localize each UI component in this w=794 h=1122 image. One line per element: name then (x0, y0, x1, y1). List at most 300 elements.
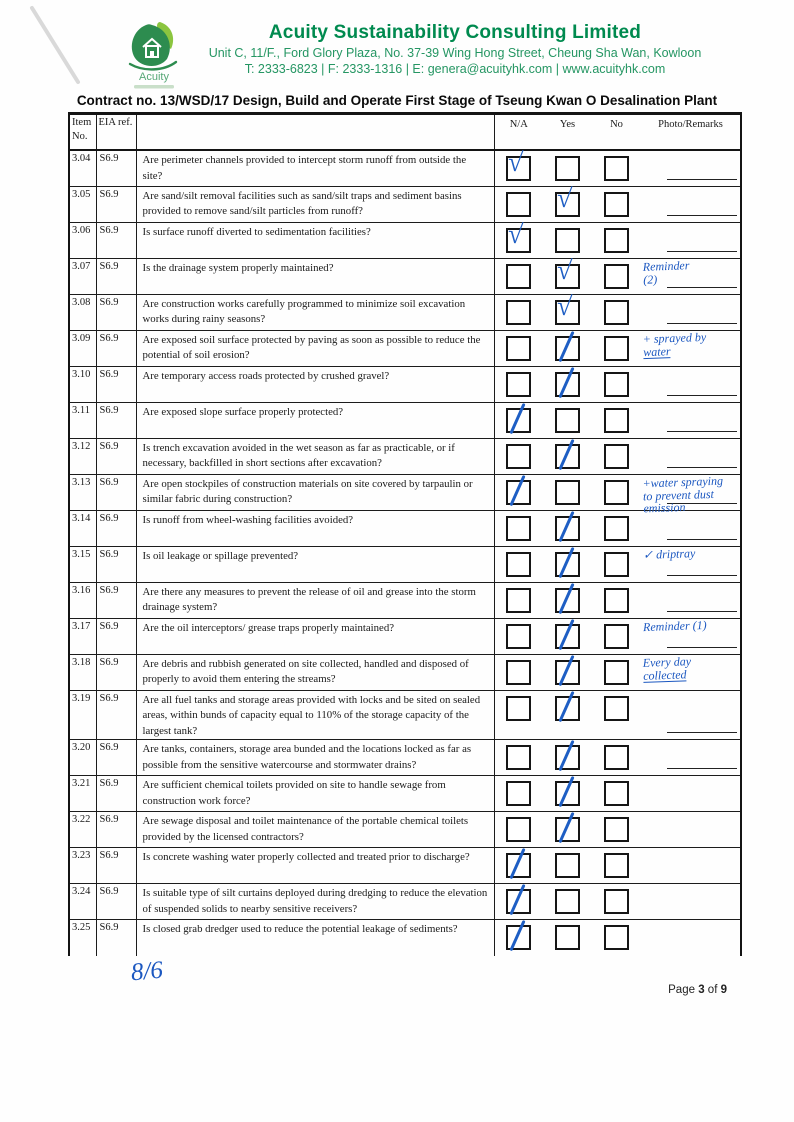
question-cell: Are sufficient chemical toilets provided on site to handle sewage from construction work force? (136, 776, 494, 812)
remarks-cell (641, 618, 741, 654)
item-no-cell: 3.17 (69, 618, 96, 654)
handwritten-remark: Reminder (1) (642, 617, 707, 634)
check-mark-slash (510, 884, 526, 915)
checkbox-yes (555, 588, 580, 613)
question-cell: Are there any measures to prevent the release of oil and grease into the storm drainage system? (136, 582, 494, 618)
company-address: Unit C, 11/F., Ford Glory Plaza, No. 37-39 Wing Hong Street, Cheung Sha Wan, Kowloon (208, 46, 702, 60)
checkbox-cell-yes (543, 740, 592, 776)
col-header-item-line2: No. (72, 131, 88, 142)
checkbox-cell-na (494, 920, 543, 956)
table-row (69, 654, 741, 690)
checkbox-cell-yes (543, 654, 592, 690)
checkbox-cell-yes (543, 920, 592, 956)
check-mark-slash (558, 510, 574, 541)
remarks-cell (641, 258, 741, 294)
table-row (69, 294, 741, 330)
checkbox-no (604, 853, 629, 878)
check-mark-tick: √ (507, 146, 525, 178)
checkbox-cell-no (592, 740, 641, 776)
remark-blank-line (667, 575, 737, 576)
checkbox-no (604, 696, 629, 721)
item-no-cell: 3.18 (69, 654, 96, 690)
col-header-eia: EIA ref. (96, 114, 136, 151)
table-row (69, 848, 741, 884)
check-mark-slash (558, 776, 574, 807)
remarks-cell (641, 884, 741, 920)
remark-blank-line (667, 611, 737, 612)
checkbox-cell-yes (543, 222, 592, 258)
scan-fold-artifact (20, 2, 110, 92)
table-row (69, 884, 741, 920)
remarks-cell (641, 812, 741, 848)
checkbox-na (506, 781, 531, 806)
checkbox-yes (555, 408, 580, 433)
check-mark-tick: √ (507, 218, 525, 249)
checkbox-no (604, 480, 629, 505)
question-cell: Are perimeter channels provided to intercept storm runoff from outside the site? (136, 150, 494, 186)
remarks-cell (641, 740, 741, 776)
item-no-cell: 3.25 (69, 920, 96, 956)
table-row (69, 222, 741, 258)
checkbox-no (604, 745, 629, 770)
question-cell: Are construction works carefully programmed to minimize soil excavation works during rainy seasons? (136, 294, 494, 330)
remark-blank-line (667, 431, 737, 432)
eia-ref-cell: S6.9 (96, 330, 136, 366)
col-header-remarks: Photo/Remarks (641, 114, 741, 151)
eia-ref-cell: S6.9 (96, 920, 136, 956)
table-row (69, 150, 741, 186)
col-header-yes: Yes (543, 114, 592, 151)
question-cell: Is runoff from wheel-washing facilities avoided? (136, 510, 494, 546)
eia-ref-cell: S6.9 (96, 582, 136, 618)
remarks-cell (641, 654, 741, 690)
checkbox-cell-no (592, 582, 641, 618)
handwritten-remark: Reminder (2) (642, 257, 690, 286)
item-no-cell: 3.09 (69, 330, 96, 366)
checkbox-cell-no (592, 294, 641, 330)
checkbox-yes (555, 372, 580, 397)
checkbox-cell-yes (543, 150, 592, 186)
checkbox-cell-na (494, 654, 543, 690)
table-row (69, 330, 741, 366)
check-mark-tick: √ (556, 254, 573, 285)
checkbox-cell-na (494, 146, 543, 186)
table-row (69, 690, 741, 740)
eia-ref-cell: S6.9 (96, 848, 136, 884)
checkbox-cell-na (494, 546, 543, 582)
col-header-item-line1: Item (72, 117, 92, 128)
handwritten-remark: ✓ driptray (642, 545, 696, 562)
remarks-cell (641, 150, 741, 186)
eia-ref-cell: S6.9 (96, 150, 136, 186)
check-mark-slash (558, 582, 574, 613)
remarks-cell (641, 546, 741, 582)
checklist-body (69, 146, 741, 956)
checkbox-na (506, 372, 531, 397)
checkbox-na (506, 889, 531, 914)
table-row (69, 812, 741, 848)
checkbox-no (604, 817, 629, 842)
check-mark-slash (558, 690, 574, 721)
checkbox-no (604, 300, 629, 325)
letterhead (190, 22, 720, 76)
table-row (69, 920, 741, 956)
checkbox-cell-yes (543, 366, 592, 402)
remark-blank-line (667, 251, 737, 252)
checkbox-cell-yes (543, 510, 592, 546)
checkbox-yes (555, 745, 580, 770)
item-no-cell: 3.10 (69, 366, 96, 402)
checkbox-cell-no (592, 366, 641, 402)
eia-ref-cell: S6.9 (96, 402, 136, 438)
question-cell: Are temporary access roads protected by crushed gravel? (136, 366, 494, 402)
checkbox-cell-na (494, 812, 543, 848)
table-row (69, 510, 741, 546)
item-no-cell: 3.16 (69, 582, 96, 618)
checkbox-cell-na (494, 474, 543, 510)
checkbox-cell-na (494, 366, 543, 402)
col-header-question (136, 114, 494, 151)
check-mark-slash (558, 366, 574, 397)
remarks-cell (641, 438, 741, 474)
checkbox-cell-na (494, 690, 543, 740)
remarks-cell (641, 294, 741, 330)
logo-wordmark: Acuity (139, 71, 169, 83)
checkbox-na (506, 660, 531, 685)
col-header-item (69, 114, 96, 151)
checkbox-na (506, 745, 531, 770)
item-no-cell: 3.15 (69, 546, 96, 582)
eia-ref-cell: S6.9 (96, 812, 136, 848)
checkbox-na (506, 817, 531, 842)
checkbox-na (506, 925, 531, 950)
item-no-cell: 3.11 (69, 402, 96, 438)
table-row (69, 740, 741, 776)
checkbox-yes (555, 516, 580, 541)
checkbox-cell-no (592, 402, 641, 438)
question-cell: Are sand/silt removal facilities such as sand/silt traps and sediment basins provided to remove sand/silt particles from runoff? (136, 186, 494, 222)
company-name: Acuity Sustainability Consulting Limited (268, 22, 642, 43)
eia-ref-cell: S6.9 (96, 438, 136, 474)
checkbox-yes (555, 182, 580, 217)
checkbox-na (506, 408, 531, 433)
check-mark-slash (558, 546, 574, 577)
checkbox-cell-na (494, 582, 543, 618)
remark-blank-line (667, 647, 737, 648)
checkbox-cell-na (494, 330, 543, 366)
checkbox-no (604, 660, 629, 685)
checkbox-cell-no (592, 330, 641, 366)
table-row (69, 618, 741, 654)
checkbox-cell-yes (543, 812, 592, 848)
question-cell: Is suitable type of silt curtains deployed during dredging to reduce the elevation of suspended solids to nearby sensitive receivers? (136, 884, 494, 920)
eia-ref-cell: S6.9 (96, 222, 136, 258)
checkbox-yes (555, 624, 580, 649)
eia-ref-cell: S6.9 (96, 690, 136, 740)
company-contact: T: 2333-6823 | F: 2333-1316 | E: genera@acuityhk.com | www.acuityhk.com (244, 62, 666, 76)
question-cell: Is the drainage system properly maintained? (136, 258, 494, 294)
checkbox-yes (555, 889, 580, 914)
remark-blank-line (667, 732, 737, 733)
checkbox-cell-na (494, 402, 543, 438)
question-cell: Is oil leakage or spillage prevented? (136, 546, 494, 582)
checkbox-cell-yes (543, 690, 592, 740)
item-no-cell: 3.04 (69, 150, 96, 186)
check-mark-slash (558, 618, 574, 649)
checkbox-yes (555, 336, 580, 361)
checkbox-no (604, 264, 629, 289)
checkbox-cell-na (494, 438, 543, 474)
checkbox-cell-yes (543, 438, 592, 474)
check-mark-tick: √ (556, 290, 573, 321)
item-no-cell: 3.14 (69, 510, 96, 546)
checklist-table (68, 112, 742, 956)
eia-ref-cell: S6.9 (96, 510, 136, 546)
checkbox-cell-no (592, 222, 641, 258)
item-no-cell: 3.19 (69, 690, 96, 740)
logo-tagline (134, 85, 174, 89)
remarks-cell (641, 222, 741, 258)
col-header-na: N/A (494, 114, 543, 151)
question-cell: Are open stockpiles of construction materials on site covered by tarpaulin or similar fabric during construction? (136, 474, 494, 510)
page-prefix: Page (668, 984, 695, 996)
checkbox-no (604, 516, 629, 541)
checkbox-na (506, 552, 531, 577)
check-mark-slash (558, 330, 574, 361)
checkbox-yes (555, 925, 580, 950)
checkbox-cell-no (592, 776, 641, 812)
checkbox-cell-no (592, 510, 641, 546)
contract-title: Contract no. 13/WSD/17 Design, Build and Operate First Stage of Tseung Kwan O Desalination Plant (76, 93, 718, 108)
checkbox-no (604, 192, 629, 217)
remarks-cell (641, 186, 741, 222)
checkbox-cell-no (592, 258, 641, 294)
checkbox-yes (555, 444, 580, 469)
item-no-cell: 3.20 (69, 740, 96, 776)
checkbox-cell-no (592, 848, 641, 884)
remark-blank-line (667, 768, 737, 769)
checkbox-no (604, 444, 629, 469)
checkbox-cell-na (494, 258, 543, 294)
checkbox-cell-na (494, 294, 543, 330)
table-row (69, 438, 741, 474)
checkbox-cell-yes (543, 582, 592, 618)
checkbox-cell-na (494, 510, 543, 546)
remarks-cell (641, 366, 741, 402)
table-row (69, 546, 741, 582)
checkbox-no (604, 624, 629, 649)
check-mark-slash (558, 654, 574, 685)
checkbox-yes (555, 480, 580, 505)
checkbox-na (506, 588, 531, 613)
question-cell: Are exposed soil surface protected by paving as soon as possible to reduce the potential of soil erosion? (136, 330, 494, 366)
table-row (69, 474, 741, 510)
remark-blank-line (667, 323, 737, 324)
checkbox-yes (555, 254, 580, 289)
page-number: 3 (698, 984, 705, 996)
check-mark-slash (510, 848, 526, 879)
check-mark-slash (510, 920, 526, 951)
remark-blank-line (667, 467, 737, 468)
checkbox-na (506, 192, 531, 217)
item-no-cell: 3.22 (69, 812, 96, 848)
remark-blank-line (667, 539, 737, 540)
eia-ref-cell: S6.9 (96, 366, 136, 402)
checkbox-na (506, 853, 531, 878)
checkbox-yes (555, 853, 580, 878)
checkbox-cell-yes (543, 848, 592, 884)
table-row (69, 186, 741, 222)
checkbox-cell-no (592, 438, 641, 474)
checkbox-cell-yes (543, 182, 592, 222)
checkbox-no (604, 336, 629, 361)
item-no-cell: 3.08 (69, 294, 96, 330)
col-header-no: No (592, 114, 641, 151)
checkbox-cell-no (592, 884, 641, 920)
remarks-cell (641, 690, 741, 740)
remark-blank-line (667, 287, 737, 288)
question-cell: Are tanks, containers, storage area bunded and the locations locked as far as possible from the sensitive watercourse and stormwater drains? (136, 740, 494, 776)
checkbox-yes (555, 552, 580, 577)
table-row (69, 402, 741, 438)
question-cell: Are the oil interceptors/ grease traps properly maintained? (136, 618, 494, 654)
checkbox-cell-yes (543, 402, 592, 438)
checkbox-yes (555, 696, 580, 721)
item-no-cell: 3.23 (69, 848, 96, 884)
checkbox-cell-no (592, 186, 641, 222)
checkbox-na (506, 300, 531, 325)
eia-ref-cell: S6.9 (96, 740, 136, 776)
checkbox-yes (555, 228, 580, 253)
remark-blank-line (667, 395, 737, 396)
checkbox-na (506, 264, 531, 289)
checkbox-yes (555, 817, 580, 842)
checkbox-cell-no (592, 690, 641, 740)
checkbox-na (506, 218, 531, 253)
checkbox-cell-no (592, 618, 641, 654)
item-no-cell: 3.05 (69, 186, 96, 222)
checkbox-no (604, 925, 629, 950)
checkbox-yes (555, 781, 580, 806)
checkbox-no (604, 588, 629, 613)
checkbox-cell-na (494, 884, 543, 920)
eia-ref-cell: S6.9 (96, 776, 136, 812)
acuity-logo (116, 16, 192, 92)
checkbox-cell-na (494, 848, 543, 884)
remarks-cell (641, 582, 741, 618)
remarks-cell (641, 330, 741, 366)
checkbox-yes (555, 290, 580, 325)
question-cell: Is closed grab dredger used to reduce the potential leakage of sediments? (136, 920, 494, 956)
checkbox-cell-yes (543, 884, 592, 920)
item-no-cell: 3.07 (69, 258, 96, 294)
table-header (69, 114, 741, 151)
handwritten-remark: + sprayed by water (642, 329, 707, 359)
checkbox-na (506, 516, 531, 541)
checkbox-cell-na (494, 740, 543, 776)
checkbox-cell-yes (543, 254, 592, 294)
checkbox-cell-na (494, 618, 543, 654)
question-cell: Is surface runoff diverted to sedimentation facilities? (136, 222, 494, 258)
checkbox-cell-no (592, 150, 641, 186)
checkbox-cell-yes (543, 618, 592, 654)
table-row (69, 582, 741, 618)
item-no-cell: 3.06 (69, 222, 96, 258)
checkbox-na (506, 336, 531, 361)
item-no-cell: 3.12 (69, 438, 96, 474)
question-cell: Are sewage disposal and toilet maintenance of the portable chemical toilets provided by the licensed contractors? (136, 812, 494, 848)
check-mark-tick: √ (556, 182, 573, 213)
handwritten-remark: Every day collected (642, 653, 692, 682)
checkbox-cell-yes (543, 330, 592, 366)
remarks-cell (641, 510, 741, 546)
remarks-cell (641, 920, 741, 956)
eia-ref-cell: S6.9 (96, 258, 136, 294)
check-mark-slash (558, 812, 574, 843)
question-cell: Are all fuel tanks and storage areas provided with locks and be sited on sealed areas, within bunds of capacity equal to 110% of the storage capacity of the largest tank? (136, 690, 494, 740)
checkbox-cell-no (592, 812, 641, 848)
checkbox-na (506, 146, 531, 181)
eia-ref-cell: S6.9 (96, 546, 136, 582)
handwritten-remark: +water spraying to prevent dust emission (642, 473, 724, 515)
checkbox-cell-na (494, 186, 543, 222)
eia-ref-cell: S6.9 (96, 654, 136, 690)
checkbox-na (506, 696, 531, 721)
remarks-cell (641, 848, 741, 884)
table-row (69, 366, 741, 402)
checkbox-cell-na (494, 776, 543, 812)
checkbox-cell-yes (543, 290, 592, 330)
checkbox-yes (555, 660, 580, 685)
checkbox-cell-no (592, 920, 641, 956)
checkbox-no (604, 889, 629, 914)
check-mark-slash (558, 438, 574, 469)
checkbox-no (604, 372, 629, 397)
checkbox-no (604, 552, 629, 577)
item-no-cell: 3.13 (69, 474, 96, 510)
checkbox-no (604, 781, 629, 806)
page-total: 9 (720, 984, 727, 996)
item-no-cell: 3.24 (69, 884, 96, 920)
eia-ref-cell: S6.9 (96, 186, 136, 222)
checkbox-no (604, 156, 629, 181)
checkbox-no (604, 408, 629, 433)
question-cell: Is trench excavation avoided in the wet season as far as practicable, or if necessary, backfilled in short sections after excavation? (136, 438, 494, 474)
checkbox-cell-yes (543, 546, 592, 582)
eia-ref-cell: S6.9 (96, 474, 136, 510)
checkbox-na (506, 444, 531, 469)
page-number-label (668, 984, 727, 996)
remarks-cell (641, 776, 741, 812)
checkbox-na (506, 480, 531, 505)
eia-ref-cell: S6.9 (96, 294, 136, 330)
remark-blank-line (667, 215, 737, 216)
checkbox-cell-no (592, 654, 641, 690)
table-row (69, 258, 741, 294)
remark-blank-line (667, 179, 737, 180)
checkbox-cell-no (592, 546, 641, 582)
check-mark-slash (558, 740, 574, 771)
eia-ref-cell: S6.9 (96, 618, 136, 654)
checkbox-no (604, 228, 629, 253)
eia-ref-cell: S6.9 (96, 884, 136, 920)
checkbox-cell-yes (543, 776, 592, 812)
checkbox-cell-no (592, 474, 641, 510)
remarks-cell (641, 402, 741, 438)
checkbox-cell-na (494, 218, 543, 258)
remarks-cell (641, 473, 741, 515)
checkbox-na (506, 624, 531, 649)
